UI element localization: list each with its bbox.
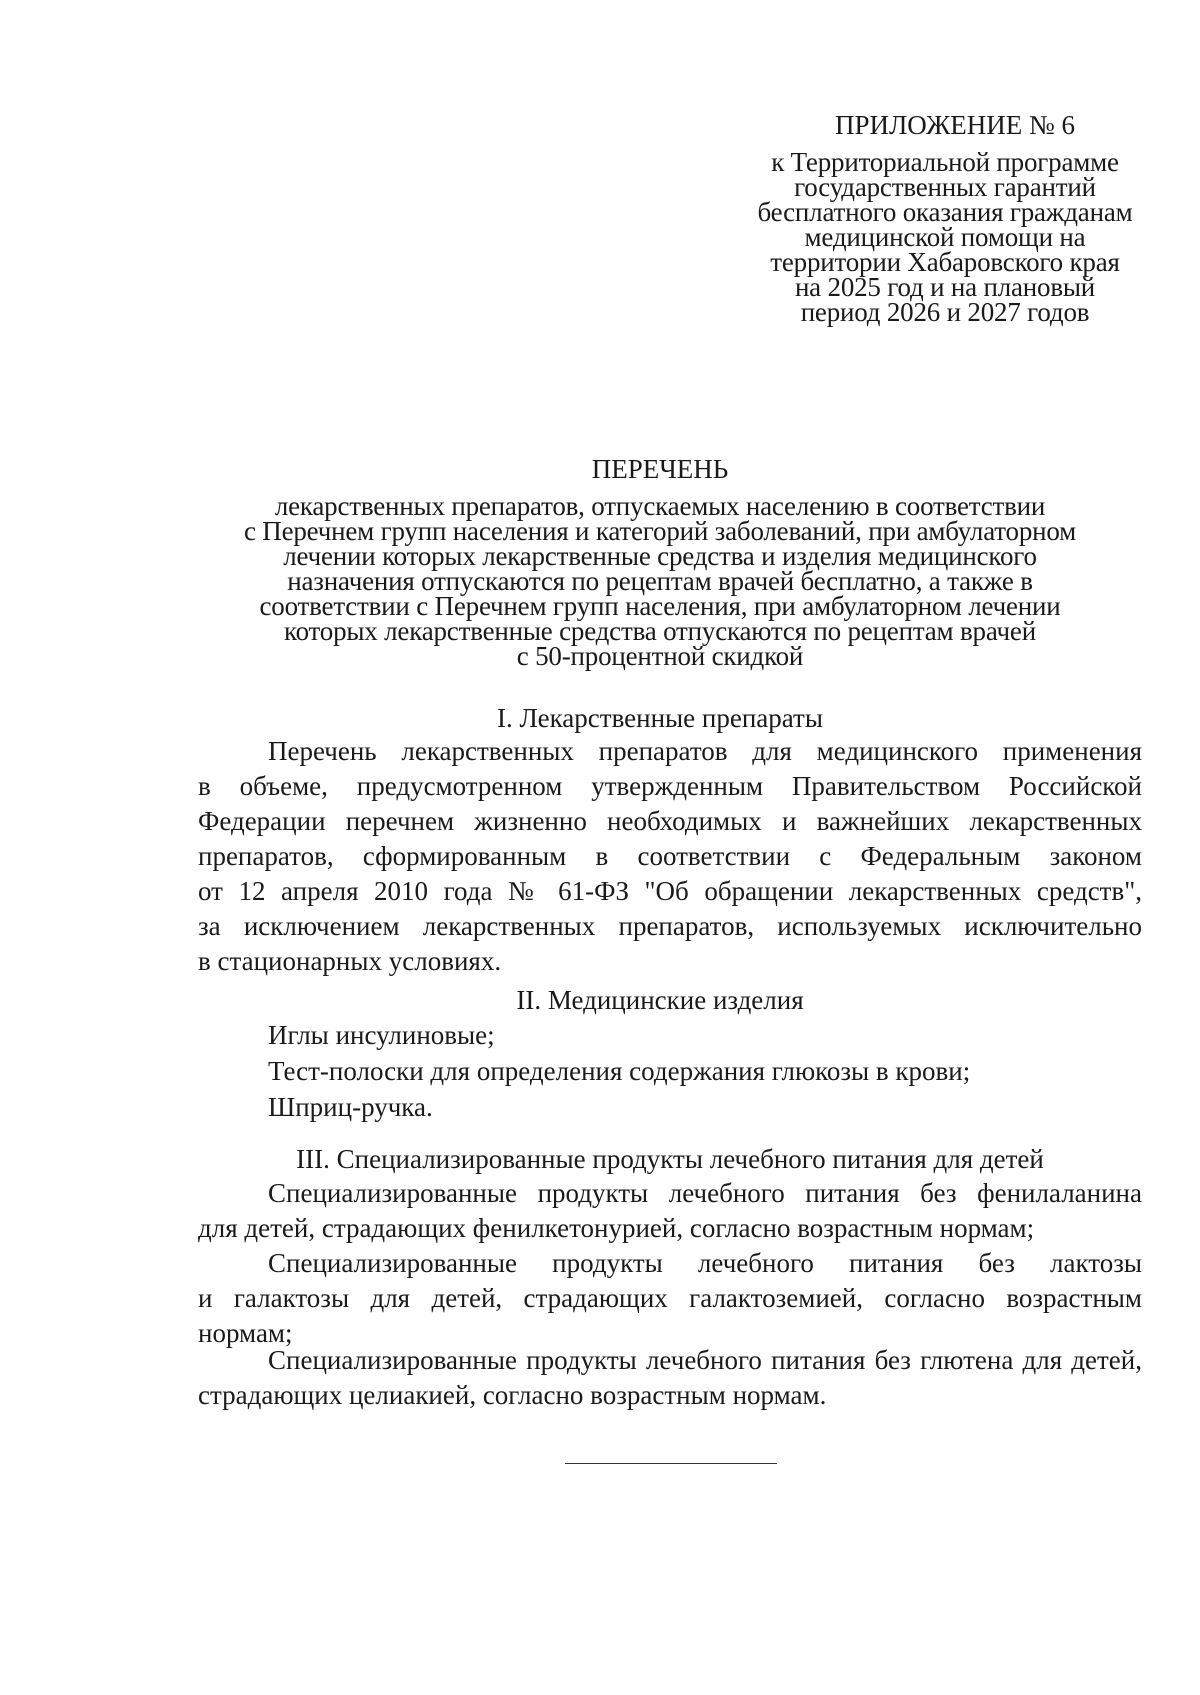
paragraph-line: Специализированные продукты лечебного питания без глютена для детей, (268, 1345, 1142, 1375)
subtitle-line: с Перечнем групп населения и категорий заболеваний, при амбулаторном (243, 516, 1077, 546)
paragraph-line: для детей, страдающих фенилкетонурией, согласно возрастным нормам; (198, 1213, 1035, 1243)
appendix-title: ПРИЛОЖЕНИЕ № 6 (834, 110, 1076, 140)
paragraph-line: Специализированные продукты лечебного питания без фенилаланина (268, 1178, 1142, 1208)
subtitle-line: соответствии с Перечнем групп населения, при амбулаторном лечении (259, 591, 1061, 621)
list-item: Тест-полоски для определения содержания глюкозы в крови; (268, 1056, 971, 1086)
closing-rule (565, 1463, 777, 1464)
paragraph-line: Специализированные продукты лечебного питания без лактозы (268, 1248, 1142, 1278)
subtitle-line: с 50-процентной скидкой (516, 641, 804, 671)
section-1-title: I. Лекарственные препараты (496, 703, 824, 733)
paragraph-line: в объеме, предусмотренном утвержденным Правительством Российской (198, 771, 1142, 801)
document-subtitle (150, 491, 1170, 671)
subtitle-line: лекарственных препаратов, отпускаемых населению в соответствии (274, 491, 1046, 521)
section-3-title: III. Специализированные продукты лечебного питания для детей (296, 1144, 1044, 1174)
section-3-paragraph-2 (198, 1246, 1142, 1351)
appendix-line: к Территориальной программе (771, 147, 1119, 177)
paragraph-line: Перечень лекарственных препаратов для медицинского применения (268, 736, 1142, 766)
subtitle-line: которых лекарственные средства отпускаются по рецептам врачей (284, 616, 1036, 646)
appendix-block (730, 108, 1160, 325)
paragraph-line: страдающих целиакией, согласно возрастным нормам. (198, 1380, 827, 1410)
subtitle-line: назначения отпускаются по рецептам врачей бесплатно, а также в (287, 566, 1033, 596)
section-1-paragraph (198, 734, 1142, 979)
section-3-paragraph-3 (198, 1343, 1142, 1413)
section-2-title: II. Медицинские изделия (516, 985, 804, 1015)
paragraph-line: и галактозы для детей, страдающих галактоземией, согласно возрастным (198, 1283, 1142, 1313)
paragraph-line: нормам; (198, 1318, 293, 1348)
paragraph-line: Федерации перечнем жизненно необходимых и важнейших лекарственных (198, 806, 1142, 836)
appendix-line: медицинской помощи на (804, 222, 1086, 252)
appendix-line: бесплатного оказания гражданам (757, 197, 1133, 227)
list-item: Шприц-ручка. (268, 1092, 433, 1122)
paragraph-line: в стационарных условиях. (198, 946, 502, 976)
document-title: ПЕРЕЧЕНЬ (591, 454, 729, 484)
paragraph-line: за исключением лекарственных препаратов, используемых исключительно (198, 911, 1142, 941)
subtitle-line: лечении которых лекарственные средства и изделия медицинского (283, 541, 1037, 571)
list-item: Иглы инсулиновые; (268, 1020, 495, 1050)
appendix-line: территории Хабаровского края (770, 247, 1120, 277)
paragraph-line: препаратов, сформированным в соответствии с Федеральным законом (198, 841, 1142, 871)
appendix-line: на 2025 год и на плановый (794, 272, 1096, 302)
paragraph-line: от 12 апреля 2010 года № 61-ФЗ "Об обращении лекарственных средств", (198, 876, 1142, 906)
appendix-line: период 2026 и 2027 годов (800, 297, 1090, 327)
section-3-paragraph-1 (198, 1176, 1142, 1246)
appendix-line: государственных гарантий (794, 172, 1096, 202)
